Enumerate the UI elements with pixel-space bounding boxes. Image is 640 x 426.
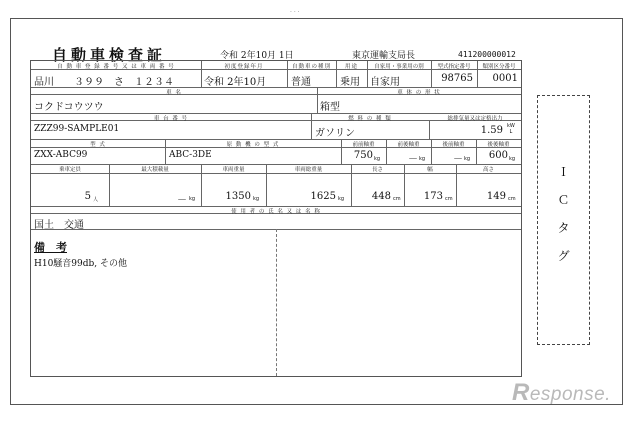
label-chassis-number: 車 台 番 号 xyxy=(153,116,189,122)
value-chassis-number: ZZZ99-SAMPLE01 xyxy=(34,124,120,134)
label-front-front-axle: 前前軸重 xyxy=(352,142,375,148)
value-remarks: H10騒音99db, その他 xyxy=(34,259,127,269)
issuing-office: 東京運輸支局長 xyxy=(352,51,416,61)
vehicle-info-table xyxy=(30,60,522,377)
label-width: 幅 xyxy=(427,167,433,173)
unit-cm: cm xyxy=(445,196,453,202)
label-front-rear-axle: 前後軸重 xyxy=(397,142,420,148)
unit-cm: cm xyxy=(508,196,516,202)
label-usage: 用途 xyxy=(344,64,358,70)
label-reg-number: 自 動 車 登 録 番 号 又 は 車 両 番 号 xyxy=(57,64,175,70)
value-model-designation: 98765 xyxy=(441,73,473,84)
value-displacement: 1.59 xyxy=(480,125,503,136)
label-body-shape: 車 体 の 形 状 xyxy=(397,90,441,96)
decorative-marks: · · · xyxy=(290,9,300,16)
displacement-units: kW L xyxy=(507,123,515,135)
label-user-name: 使 用 者 の 氏 名 又 は 名 称 xyxy=(231,209,321,215)
label-max-load: 最大積載量 xyxy=(141,167,169,173)
unit-kg: kg xyxy=(374,156,381,162)
value-model: ZXX-ABC99 xyxy=(34,150,88,160)
value-max-load: － xyxy=(177,195,187,206)
value-front-front-axle: 750 xyxy=(353,150,373,161)
unit-kg: kg xyxy=(464,156,471,162)
response-watermark: Response. xyxy=(512,379,611,406)
value-height: 149 xyxy=(486,191,506,202)
value-usage: 乗用 xyxy=(340,77,360,88)
label-private-business: 自家用・事業用の別 xyxy=(374,64,424,70)
label-rear-front-axle: 後前軸重 xyxy=(442,142,465,148)
value-rear-rear-axle: 600 xyxy=(488,150,508,161)
label-category-designation: 類別区分番号 xyxy=(482,64,516,70)
value-vehicle-weight: 1350 xyxy=(225,191,251,202)
ic-tag-area xyxy=(537,95,590,345)
unit-kg: kg xyxy=(509,156,516,162)
label-gross-weight: 車両総重量 xyxy=(294,167,323,173)
value-first-reg: 令和 2年10月 xyxy=(204,77,267,88)
value-engine-model: ABC-3DE xyxy=(169,150,212,160)
label-vehicle-weight: 車両重量 xyxy=(222,167,245,173)
value-length: 448 xyxy=(371,191,391,202)
unit-person: 人 xyxy=(93,197,99,203)
label-height: 高さ xyxy=(482,167,494,173)
value-user-name: 国土 交通 xyxy=(34,220,84,231)
ic-tag-label: Ｉ Ｃ タ グ xyxy=(557,165,570,263)
remarks-heading: 備 考 xyxy=(34,241,67,254)
label-fuel-type: 燃 料 の 種 類 xyxy=(348,116,392,122)
value-rear-front-axle: － xyxy=(453,154,463,165)
value-gross-weight: 1625 xyxy=(310,191,336,202)
label-displacement: 総排気量又は定格出力 xyxy=(447,116,503,122)
page-title: 自動車検査証 xyxy=(52,46,167,64)
unit-kg: kg xyxy=(419,156,426,162)
unit-kg: kg xyxy=(189,196,196,202)
document-number: 411200000012 xyxy=(458,50,516,59)
label-first-reg: 初度登録年月 xyxy=(224,64,264,70)
label-engine-model: 原 動 機 の 型 式 xyxy=(226,142,280,148)
value-car-name: コクドコウツウ xyxy=(34,102,104,113)
unit-cm: cm xyxy=(393,196,401,202)
label-length: 長さ xyxy=(371,167,383,173)
label-car-name: 車 名 xyxy=(166,90,182,96)
value-fuel-type: ガソリン xyxy=(315,128,355,139)
label-rear-rear-axle: 後後軸重 xyxy=(487,142,510,148)
label-model-designation: 型式指定番号 xyxy=(437,64,471,70)
issue-date: 令和 2年10月 1日 xyxy=(220,51,294,61)
value-capacity: 5 xyxy=(84,191,91,202)
unit-kg: kg xyxy=(253,196,260,202)
value-front-rear-axle: － xyxy=(408,154,418,165)
label-capacity: 乗車定員 xyxy=(58,167,81,173)
label-vehicle-type: 自動車の種別 xyxy=(291,64,331,70)
value-reg-number: 品川 ３９９ さ １２３４ xyxy=(34,77,174,88)
value-vehicle-type: 普通 xyxy=(291,77,311,88)
value-body-shape: 箱型 xyxy=(320,102,340,113)
value-category-designation: 0001 xyxy=(492,73,518,84)
unit-kg: kg xyxy=(338,196,345,202)
value-width: 173 xyxy=(423,191,443,202)
label-model: 型 式 xyxy=(90,142,106,148)
value-private-business: 自家用 xyxy=(370,77,400,88)
